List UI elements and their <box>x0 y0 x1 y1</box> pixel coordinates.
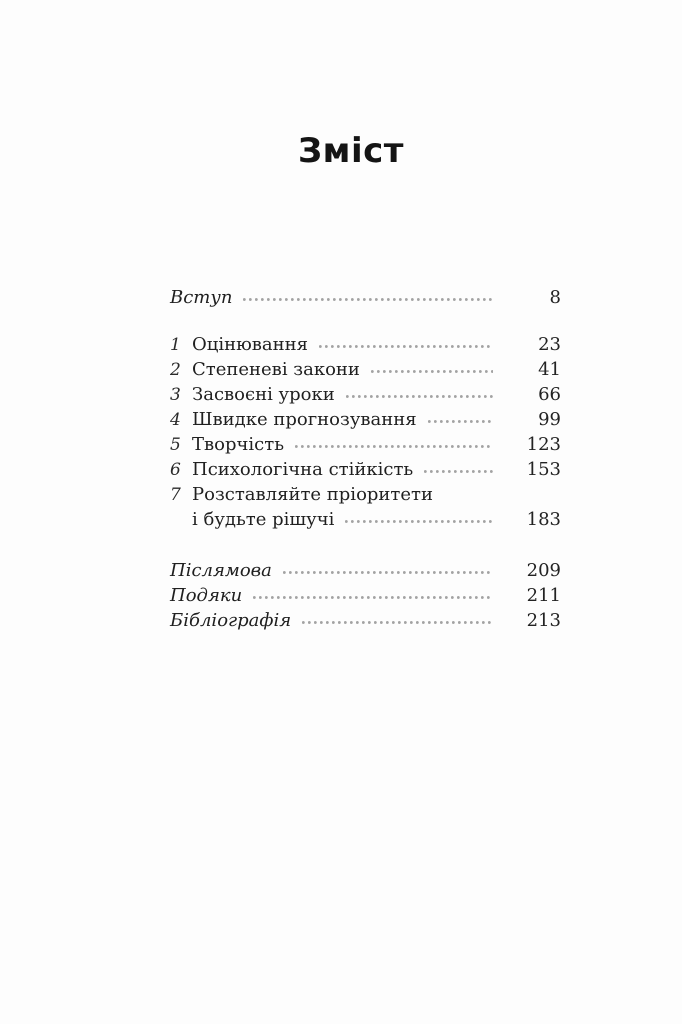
toc-entry-label: Подяки <box>170 585 243 606</box>
toc-back-matter-block <box>170 558 561 633</box>
toc-entry-chapter-6 <box>170 457 561 482</box>
toc-entry-page: 183 <box>526 509 561 530</box>
dot-leader <box>319 345 493 348</box>
toc-entry-page: 213 <box>526 610 561 631</box>
chapter-number: 1 <box>170 335 181 355</box>
toc-entry-page: 211 <box>526 585 561 606</box>
toc-entry-afterword <box>170 558 561 583</box>
toc-entry-label: Швидке прогнозування <box>192 409 417 430</box>
toc-entry-chapter-4 <box>170 407 561 432</box>
chapter-number: 3 <box>170 385 181 405</box>
toc-intro-block <box>170 285 561 310</box>
dot-leader <box>283 571 493 574</box>
dot-leader <box>428 420 493 423</box>
dot-leader <box>253 596 493 599</box>
toc-entry-label: Оцінювання <box>192 334 308 355</box>
chapter-number: 2 <box>170 360 181 380</box>
toc-entry-label-continuation: і будьте рішучі <box>192 509 335 530</box>
toc-entry-chapter-2 <box>170 357 561 382</box>
dot-leader <box>302 621 493 624</box>
dot-leader <box>295 445 493 448</box>
toc-entry-acknowledgements <box>170 583 561 608</box>
toc-entry-page: 66 <box>538 384 561 405</box>
dot-leader <box>424 470 493 473</box>
toc-entry-label: Бібліографія <box>170 610 292 631</box>
dot-leader <box>346 395 493 398</box>
dot-leader <box>371 370 493 373</box>
toc-entry-page: 8 <box>549 287 561 308</box>
toc-entry-page: 99 <box>538 409 561 430</box>
toc-entry-label: Психологічна стійкість <box>192 459 414 480</box>
toc-entry-vstup <box>170 285 561 310</box>
chapter-number: 6 <box>170 460 181 480</box>
toc-chapters-block <box>170 332 561 532</box>
dot-leader <box>345 520 493 523</box>
dot-leader <box>243 298 493 301</box>
table-of-contents <box>170 285 561 633</box>
toc-entry-chapter-5 <box>170 432 561 457</box>
toc-entry-page: 209 <box>526 560 561 581</box>
toc-entry-label: Засвоєні уроки <box>192 384 335 405</box>
toc-entry-page: 23 <box>538 334 561 355</box>
chapter-number: 5 <box>170 435 181 455</box>
toc-entry-chapter-7-line-1 <box>170 482 561 507</box>
page-title: Зміст <box>298 131 404 171</box>
toc-entry-chapter-3 <box>170 382 561 407</box>
chapter-number: 7 <box>170 485 181 505</box>
toc-entry-page: 41 <box>538 359 561 380</box>
toc-entry-label: Степеневі закони <box>192 359 360 380</box>
toc-entry-label: Вступ <box>170 287 233 308</box>
chapter-number: 4 <box>170 410 181 430</box>
toc-entry-page: 153 <box>526 459 561 480</box>
toc-entry-bibliography <box>170 608 561 633</box>
toc-entry-chapter-1 <box>170 332 561 357</box>
toc-entry-label: Післямова <box>170 560 272 581</box>
toc-entry-label: Розставляйте пріоритети <box>192 484 433 505</box>
toc-entry-label: Творчість <box>192 434 284 455</box>
toc-entry-chapter-7-line-2 <box>170 507 561 532</box>
toc-entry-page: 123 <box>526 434 561 455</box>
